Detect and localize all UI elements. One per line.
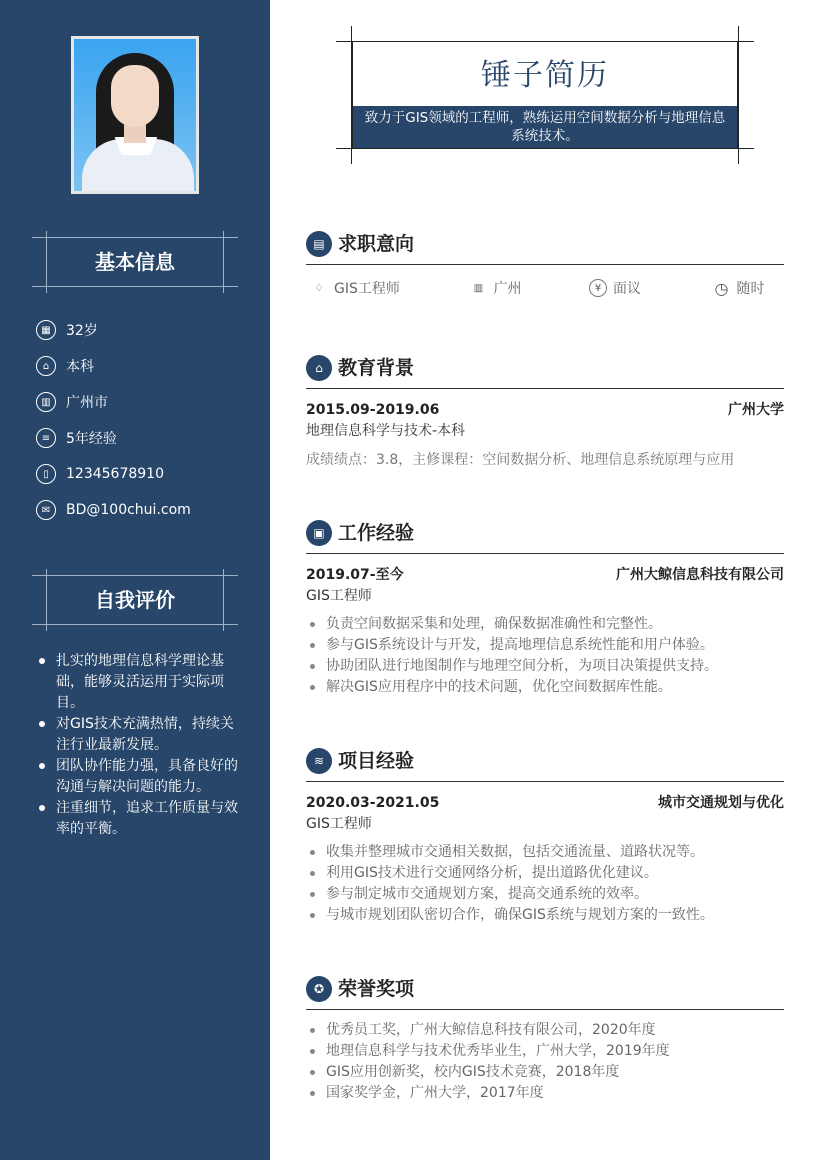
info-experience-value: 5年经验 — [66, 431, 117, 447]
project-name: 城市交通规划与优化 — [658, 795, 784, 811]
list-item: 解决GIS应用程序中的技术问题，优化空间数据库性能。 — [306, 677, 784, 698]
section-header — [306, 520, 784, 554]
work-company: 广州大鲸信息科技有限公司 — [616, 567, 784, 583]
education-major: 地理信息科学与技术-本科 — [306, 423, 466, 439]
section-header — [306, 231, 784, 265]
work-role: GIS工程师 — [306, 588, 372, 604]
info-age — [36, 312, 246, 348]
section-header — [306, 748, 784, 782]
section-header — [306, 355, 784, 389]
section-project — [306, 748, 784, 926]
education-school: 广州大学 — [728, 402, 784, 418]
section-title: 工作经验 — [338, 522, 415, 544]
list-item: 注重细节，追求工作质量与效率的平衡。 — [38, 798, 238, 840]
list-item: 与城市规划团队密切合作，确保GIS系统与规划方案的一致性。 — [306, 905, 784, 926]
section-header — [306, 976, 784, 1010]
info-email — [36, 492, 246, 528]
self-eval-heading — [36, 575, 234, 625]
education-row — [306, 399, 784, 421]
tie-icon: ♢ — [314, 282, 324, 294]
list-item: 协助团队进行地图制作与地理空间分析，为项目决策提供支持。 — [306, 656, 784, 677]
info-degree — [36, 348, 246, 384]
list-item: 地理信息科学与技术优秀毕业生，广州大学，2019年度 — [306, 1041, 784, 1062]
intent-availability-value: 随时 — [736, 281, 765, 297]
self-eval-title: 自我评价 — [95, 588, 175, 612]
building-icon: ▥ — [473, 282, 484, 294]
list-item: 利用GIS技术进行交通网络分析，提出道路优化建议。 — [306, 863, 784, 884]
resume-header — [336, 26, 754, 164]
project-bullets — [306, 842, 784, 926]
basic-info-title: 基本信息 — [95, 250, 175, 274]
list-item: 负责空间数据采集和处理，确保数据准确性和完整性。 — [306, 614, 784, 635]
project-row — [306, 792, 784, 814]
intent-salary — [545, 278, 665, 298]
project-period: 2020.03-2021.05 — [306, 795, 440, 811]
briefcase-icon: ▣ — [306, 520, 332, 546]
header-box — [352, 41, 738, 149]
work-row — [306, 564, 784, 586]
list-item: 国家奖学金，广州大学，2017年度 — [306, 1083, 784, 1104]
profile-photo — [71, 36, 199, 194]
list-icon: ≡ — [36, 428, 56, 448]
list-item: 参与GIS系统设计与开发，提高地理信息系统性能和用户体验。 — [306, 635, 784, 656]
clipboard-icon: ▤ — [306, 231, 332, 257]
medal-icon: ✪ — [306, 976, 332, 1002]
page-title: 锤子简历 — [481, 58, 609, 93]
phone-icon: ▯ — [36, 464, 56, 484]
info-phone — [36, 456, 246, 492]
info-experience — [36, 420, 246, 456]
section-work — [306, 520, 784, 698]
list-item: GIS应用创新奖，校内GIS技术竞赛，2018年度 — [306, 1062, 784, 1083]
yen-icon: ¥ — [589, 279, 607, 297]
info-degree-value: 本科 — [66, 359, 94, 375]
self-eval-list — [38, 651, 238, 840]
header-subtitle: 致力于GIS领域的工程师，熟练运用空间数据分析与地理信息系统技术。 — [353, 106, 737, 148]
info-phone-value[interactable]: 12345678910 — [66, 466, 164, 482]
info-email-value[interactable]: BD@100chui.com — [66, 502, 191, 518]
list-item: 参与制定城市交通规划方案，提高交通系统的效率。 — [306, 884, 784, 905]
intent-availability — [665, 278, 785, 298]
section-title: 教育背景 — [338, 357, 415, 379]
list-item: 对GIS技术充满热情，持续关注行业最新发展。 — [38, 714, 238, 756]
building-icon: ▥ — [36, 392, 56, 412]
info-age-value: 32岁 — [66, 323, 98, 339]
section-honors — [306, 976, 784, 1104]
intent-position-value: GIS工程师 — [334, 281, 400, 297]
list-item: 优秀员工奖，广州大鲸信息科技有限公司，2020年度 — [306, 1020, 784, 1041]
graduation-cap-icon: ⌂ — [36, 356, 56, 376]
intent-salary-value: 面议 — [613, 281, 641, 297]
intent-city-value: 广州 — [493, 281, 522, 297]
graduation-cap-icon: ⌂ — [306, 355, 332, 381]
layers-icon: ≋ — [306, 748, 332, 774]
list-item: 扎实的地理信息科学理论基础，能够灵活运用于实际项目。 — [38, 651, 238, 714]
intent-row — [306, 278, 784, 298]
project-role: GIS工程师 — [306, 816, 372, 832]
email-icon: ✉ — [36, 500, 56, 520]
info-city — [36, 384, 246, 420]
section-title: 求职意向 — [338, 233, 415, 255]
basic-info-list — [36, 312, 246, 528]
education-note: 成绩绩点：3.8，主修课程：空间数据分析、地理信息系统原理与应用 — [306, 452, 735, 468]
list-item: 收集并整理城市交通相关数据，包括交通流量、道路状况等。 — [306, 842, 784, 863]
info-city-value: 广州市 — [66, 395, 108, 411]
clock-icon: ◷ — [714, 278, 729, 298]
honors-bullets — [306, 1020, 784, 1104]
basic-info-heading — [36, 237, 234, 287]
section-title: 项目经验 — [338, 750, 415, 772]
section-intent — [306, 231, 784, 298]
list-item: 团队协作能力强，具备良好的沟通与解决问题的能力。 — [38, 756, 238, 798]
intent-city — [426, 278, 546, 298]
calendar-icon: ▦ — [36, 320, 56, 340]
work-period: 2019.07-至今 — [306, 567, 404, 583]
section-title: 荣誉奖项 — [338, 978, 415, 1000]
sidebar — [0, 0, 270, 1160]
work-bullets — [306, 614, 784, 698]
education-period: 2015.09-2019.06 — [306, 402, 440, 418]
section-education — [306, 355, 784, 470]
intent-position — [306, 278, 426, 298]
